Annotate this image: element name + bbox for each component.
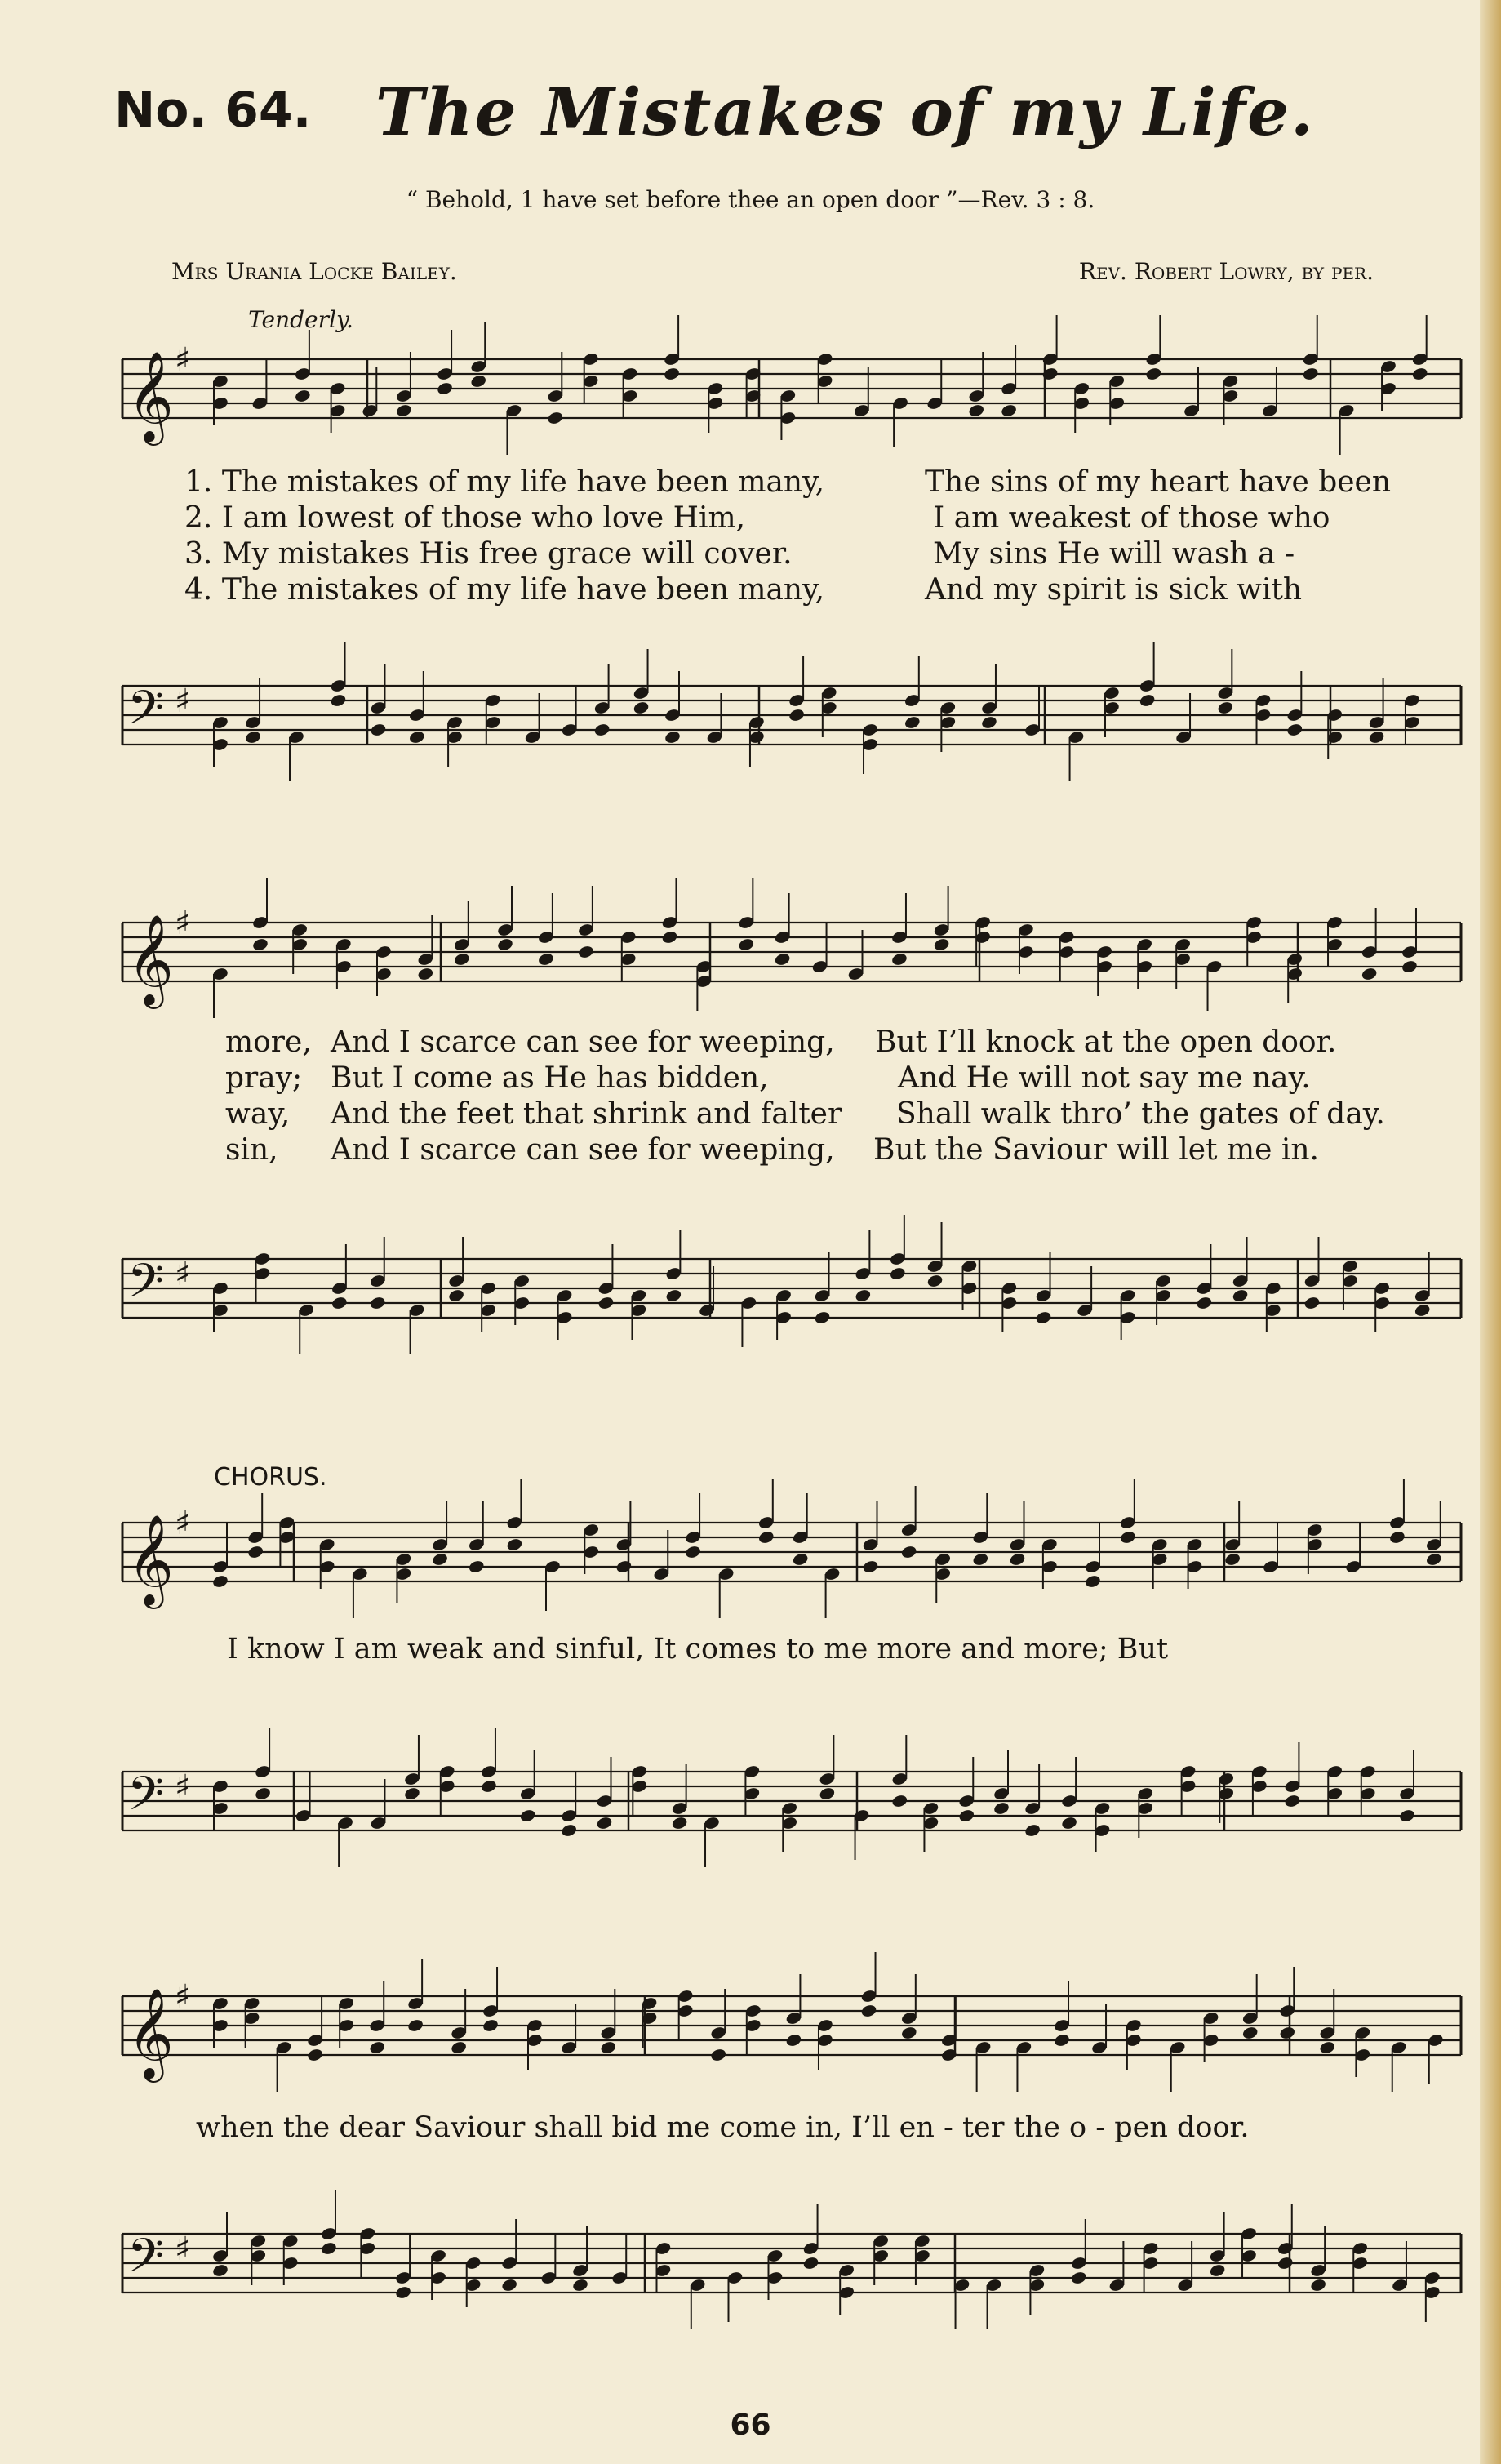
notehead <box>1425 1552 1442 1567</box>
notehead <box>403 1786 420 1801</box>
notehead <box>244 730 261 745</box>
notehead <box>738 937 755 952</box>
hymn-header <box>114 73 1388 171</box>
notehead <box>320 2241 337 2256</box>
notehead <box>468 1559 485 1574</box>
notehead <box>785 2033 802 2048</box>
notehead <box>571 2278 588 2293</box>
notehead <box>537 952 554 967</box>
system-3-treble-staff <box>122 1490 1477 1612</box>
notehead <box>904 715 921 730</box>
notehead <box>561 1823 578 1838</box>
notehead <box>436 381 453 396</box>
notehead <box>500 2278 517 2293</box>
verse-1-line-e: But I’ll knock at the open door. <box>875 1025 1337 1059</box>
notehead <box>664 730 681 745</box>
notehead <box>900 1545 917 1559</box>
notehead <box>968 403 985 418</box>
notehead <box>1302 367 1319 381</box>
system-4-treble-staff <box>122 1964 1477 2086</box>
notehead <box>663 367 680 381</box>
verse-2-line-e: And He will not say me nay. <box>898 1061 1311 1095</box>
key-signature-sharp: ♯ <box>175 683 191 720</box>
notehead <box>470 374 487 389</box>
key-signature-sharp: ♯ <box>175 1978 191 2016</box>
notehead <box>406 2018 424 2033</box>
notehead <box>480 1779 497 1794</box>
notehead <box>1070 2271 1087 2285</box>
verse-2-line-c: pray; <box>225 1061 303 1095</box>
words-credit: Mrs Urania Locke Bailey. <box>171 258 457 285</box>
notehead <box>597 1296 615 1310</box>
bass-clef: 𝄢 <box>127 1253 165 1320</box>
notehead <box>330 693 347 708</box>
notehead <box>862 1559 879 1574</box>
notehead <box>860 2004 877 2018</box>
notehead <box>1223 1552 1241 1567</box>
notehead <box>792 1552 809 1567</box>
notehead <box>254 1786 271 1801</box>
notehead <box>710 2048 727 2062</box>
notehead <box>1388 1530 1406 1545</box>
system-2-bass-staff <box>122 1226 1477 1349</box>
notehead <box>453 952 470 967</box>
scripture-epigraph: “ Behold, 1 have set before thee an open door ”—Rev. 3 : 8. <box>406 186 1095 213</box>
music-credit: Rev. Robert Lowry, by per. <box>1078 258 1374 285</box>
notehead <box>1060 1816 1077 1830</box>
chorus-lyric-line-2: when the dear Saviour shall bid me come in, I’ll en - ter the o - pen door. <box>196 2111 1250 2144</box>
notehead <box>958 1808 975 1823</box>
notehead <box>615 1559 633 1574</box>
notehead <box>980 715 997 730</box>
notehead <box>1284 1794 1301 1808</box>
notehead <box>1241 2026 1259 2040</box>
notehead <box>774 952 791 967</box>
notehead <box>890 952 908 967</box>
notehead <box>933 937 950 952</box>
notehead <box>1303 1296 1321 1310</box>
bass-clef: 𝄢 <box>127 1766 165 1833</box>
notehead <box>757 1530 775 1545</box>
system-1-treble-staff <box>122 327 1477 449</box>
notehead <box>633 701 650 715</box>
bass-clef: 𝄢 <box>127 2228 165 2295</box>
verse-4-line-d: And I scarce can see for weeping, <box>331 1133 835 1167</box>
treble-clef: 𝄞 <box>127 1514 174 1605</box>
notehead <box>431 1552 448 1567</box>
notehead <box>408 730 425 745</box>
notehead <box>1277 2256 1294 2271</box>
page-spine-edge <box>1480 0 1501 2464</box>
notehead <box>788 708 805 723</box>
notehead <box>577 945 594 959</box>
notehead <box>394 2285 411 2300</box>
notehead <box>395 403 412 418</box>
notehead <box>596 1816 613 1830</box>
verse-1-line-b: The sins of my heart have been <box>925 465 1392 499</box>
notehead <box>251 937 269 952</box>
notehead <box>331 1296 348 1310</box>
notehead <box>600 2040 617 2055</box>
system-3-bass-staff <box>122 1739 1477 1861</box>
notehead <box>665 1288 682 1303</box>
notehead <box>211 2263 229 2278</box>
notehead <box>900 2026 917 2040</box>
notehead <box>547 411 564 425</box>
notehead <box>1139 693 1156 708</box>
notehead <box>482 2018 499 2033</box>
page-number: 66 <box>730 2408 771 2442</box>
key-signature-sharp: ♯ <box>175 905 191 942</box>
notehead <box>1000 403 1017 418</box>
notehead <box>993 1801 1010 1816</box>
notehead <box>1361 967 1378 981</box>
notehead <box>1035 1310 1052 1325</box>
notehead <box>972 1552 989 1567</box>
notehead <box>369 1296 386 1310</box>
notehead <box>306 2048 323 2062</box>
notehead <box>926 1274 944 1288</box>
notehead <box>819 1786 836 1801</box>
treble-clef: 𝄞 <box>127 914 174 1005</box>
notehead <box>1414 1303 1431 1318</box>
notehead <box>211 1574 229 1589</box>
notehead <box>1209 2263 1226 2278</box>
notehead <box>1053 2033 1070 2048</box>
notehead <box>417 967 434 981</box>
verse-3-line-e: Shall walk thro’ the gates of day. <box>896 1097 1385 1131</box>
notehead <box>496 937 513 952</box>
notehead <box>1279 2026 1296 2040</box>
notehead <box>891 1794 908 1808</box>
verse-2-line-a: 2. I am lowest of those who love Him, <box>184 501 746 535</box>
notehead <box>506 1537 523 1552</box>
verse-3-line-d: And the feet that shrink and falter <box>331 1097 842 1131</box>
verse-2-line-b: I am weakest of those who <box>933 501 1330 535</box>
notehead <box>1309 2278 1326 2293</box>
verse-4-line-e: But the Saviour will let me in. <box>873 1133 1319 1167</box>
treble-clef: 𝄞 <box>127 1987 174 2079</box>
key-signature-sharp: ♯ <box>175 1256 191 1293</box>
notehead <box>1368 730 1385 745</box>
notehead <box>247 1545 264 1559</box>
verse-1-line-c: more, <box>225 1025 312 1059</box>
notehead <box>450 2040 467 2055</box>
chorus-lyric-line-1: I know I am weak and sinful, It comes to me more and more; But <box>227 1633 1169 1666</box>
key-signature-sharp: ♯ <box>175 1768 191 1806</box>
notehead <box>814 1310 831 1325</box>
notehead <box>661 930 678 945</box>
chorus-label: CHORUS. <box>214 1463 327 1492</box>
notehead <box>1319 2040 1336 2055</box>
notehead <box>802 2256 819 2271</box>
verse-3-line-a: 3. My mistakes His free grace will cover. <box>184 537 793 571</box>
key-signature-sharp: ♯ <box>175 341 191 379</box>
notehead <box>447 1288 464 1303</box>
key-signature-sharp: ♯ <box>175 1505 191 1542</box>
notehead <box>1411 367 1428 381</box>
verse-3-line-b: My sins He will wash a - <box>933 537 1295 571</box>
notehead <box>1286 723 1303 737</box>
notehead <box>1084 1574 1101 1589</box>
tempo-marking: Tenderly. <box>248 306 353 333</box>
verse-1-line-a: 1. The mistakes of my life have been many, <box>184 465 825 499</box>
system-1-bass-staff <box>122 653 1477 776</box>
verse-4-line-a: 4. The mistakes of my life have been many, <box>184 573 825 607</box>
notehead <box>855 1288 872 1303</box>
key-signature-sharp: ♯ <box>175 2230 191 2268</box>
notehead <box>1009 1552 1026 1567</box>
notehead <box>1398 1808 1415 1823</box>
notehead <box>593 723 611 737</box>
system-4-bass-staff <box>122 2201 1477 2324</box>
treble-clef: 𝄞 <box>127 350 174 442</box>
notehead <box>1024 1823 1041 1838</box>
bass-clef: 𝄢 <box>127 680 165 747</box>
notehead <box>519 1808 536 1823</box>
notehead <box>1196 1296 1213 1310</box>
verse-2-line-d: But I come as He has bidden, <box>331 1061 769 1095</box>
notehead <box>369 2040 386 2055</box>
notehead <box>370 723 387 737</box>
verse-3-line-c: way, <box>225 1097 291 1131</box>
notehead <box>294 389 311 403</box>
verse-4-line-c: sin, <box>225 1133 278 1167</box>
notehead <box>1217 701 1234 715</box>
hymn-number: No. 64. <box>114 82 312 139</box>
hymn-title: The Mistakes of my Life. <box>375 73 1315 150</box>
notehead <box>671 1816 688 1830</box>
verse-1-line-d: And I scarce can see for weeping, <box>331 1025 835 1059</box>
notehead <box>1232 1288 1249 1303</box>
notehead <box>1119 1530 1136 1545</box>
notehead <box>889 1266 906 1281</box>
system-2-treble-staff <box>122 890 1477 1012</box>
notehead <box>1145 367 1162 381</box>
verse-4-line-b: And my spirit is sick with <box>925 573 1303 607</box>
notehead <box>1401 959 1418 974</box>
notehead <box>684 1545 701 1559</box>
